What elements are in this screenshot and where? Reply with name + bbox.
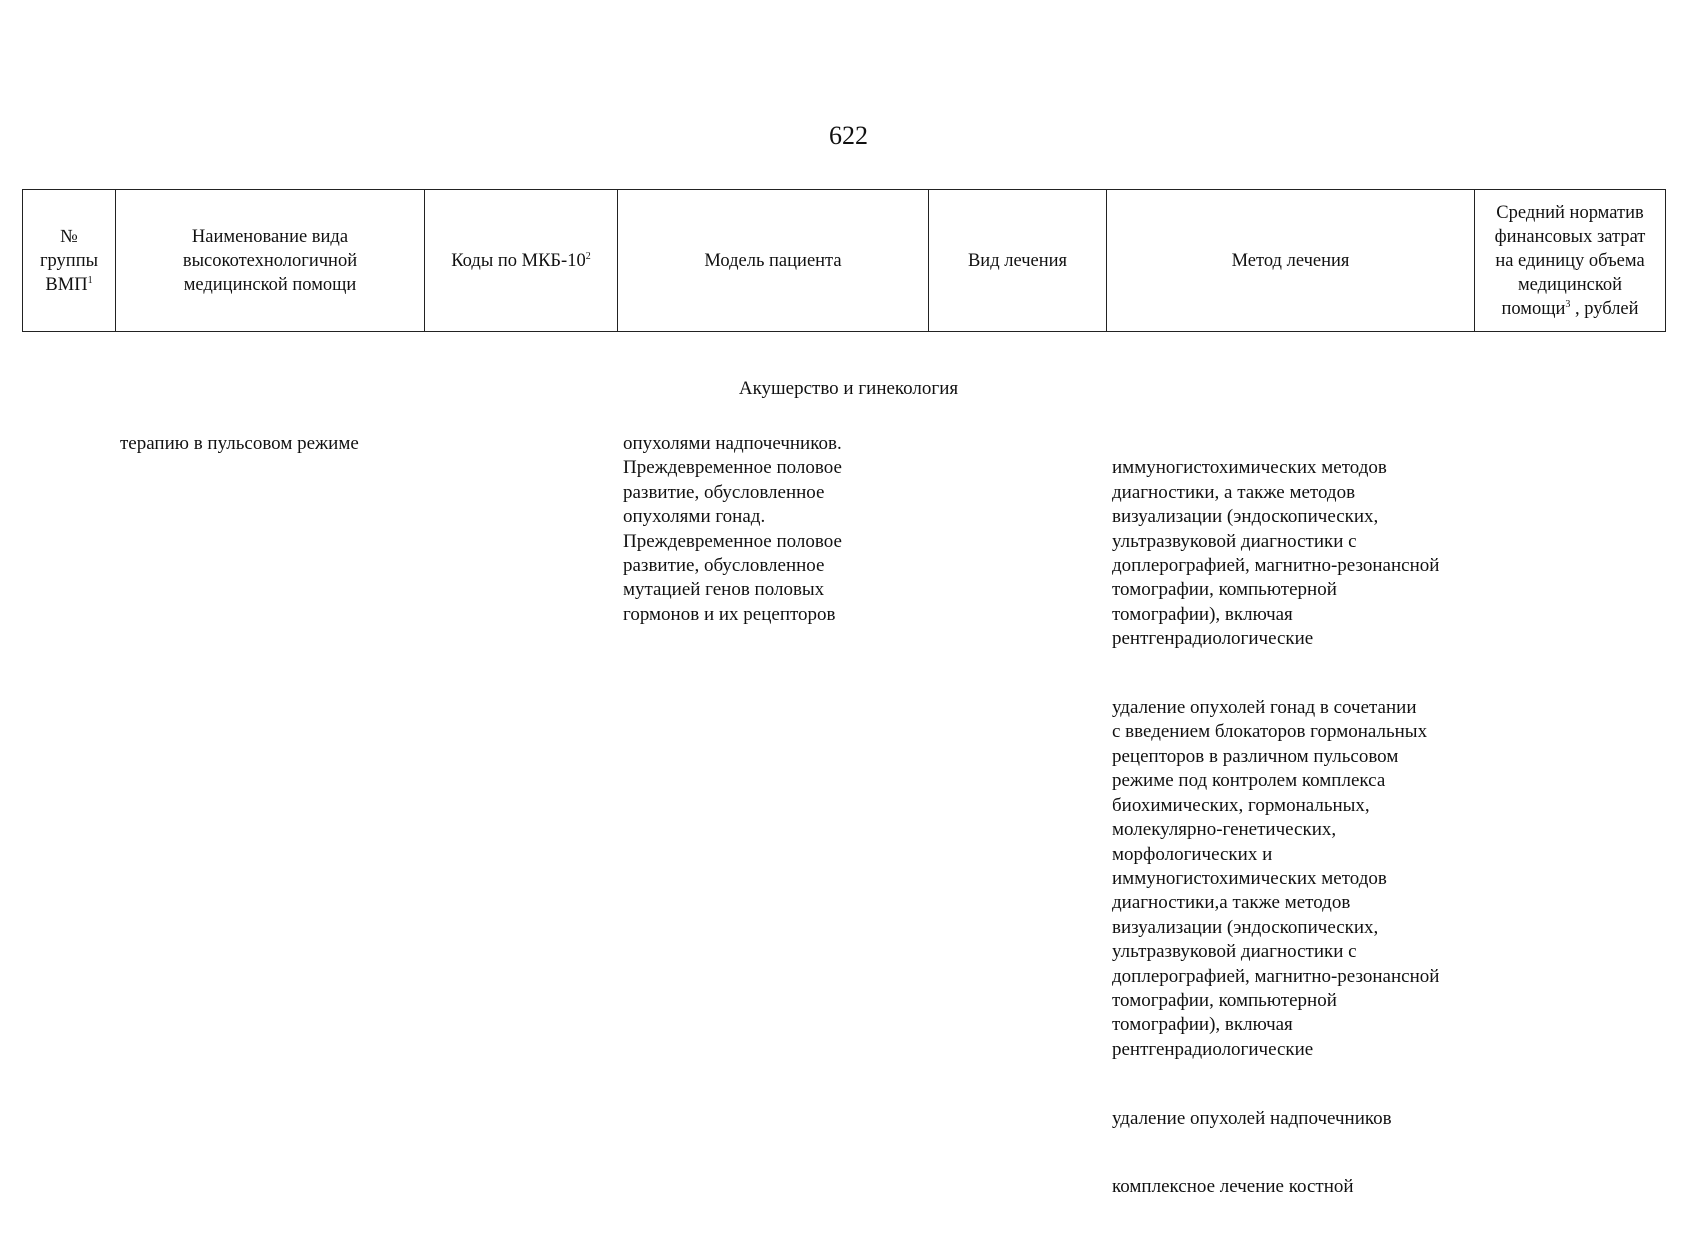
method-paragraph: удаление опухолей надпочечников [1112, 1107, 1392, 1129]
footnote-ref-1: 1 [87, 274, 93, 286]
method-paragraph: комплексное лечение костной [1112, 1176, 1354, 1198]
header-treatment-type: Вид лечения [929, 190, 1107, 332]
header-group-number [23, 190, 116, 332]
page-number: 622 [829, 121, 868, 150]
header-care-type-name: Наименование вида высокотехнологичной медицинской помощи [116, 190, 425, 332]
patient-model-text: опухолями надпочечников. Преждевременное половое развитие, обусловленное опухолями гонад. Преждевременное половое развитие, обусловленное мутацией генов половых гормонов и их рецепторов [623, 433, 842, 625]
header-cost-standard [1475, 190, 1666, 332]
header-group-number-line1: № [60, 226, 78, 247]
column-header-table [22, 189, 1666, 332]
method-paragraph: удаление опухолей гонад в сочетании с введением блокаторов гормональных рецепторов в различном пульсовом режиме под контролем комплекса биохимических, гормональных, молекулярно-генетических, морфологических и иммуногистохимических методов диагностики,а также методов визуализации (эндоскопических, ультразвуковой диагностики с доплерографией, магнитно-резонансной томографии, компьютерной томографии), включая рентгенрадиологические [1112, 697, 1440, 1060]
footnote-ref-2: 2 [585, 250, 591, 262]
header-icd-codes-label: Коды по МКБ-10 [451, 250, 586, 271]
header-icd-codes [425, 190, 618, 332]
section-title: Акушерство и гинекология [738, 378, 959, 399]
footnote-ref-3: 3 [1565, 298, 1571, 310]
header-cost-standard-label: Средний норматив финансовых затрат на единицу объема медицинской помощи [1494, 202, 1646, 319]
header-treatment-method: Метод лечения [1107, 190, 1475, 332]
treatment-methods [1112, 432, 1582, 1244]
header-patient-model: Модель пациента [618, 190, 929, 332]
header-group-number-line3: ВМП [45, 274, 88, 295]
header-cost-standard-unit: , рублей [1570, 298, 1639, 319]
header-group-number-line2: группы [39, 250, 99, 271]
method-paragraph: иммуногистохимических методов диагностики, а также методов визуализации (эндоскопических, ультразвуковой диагностики с доплерографией, магнитно-резонансной томографии, компьютерной томографии), включая рентгенрадиологические [1112, 457, 1440, 650]
care-type-text: терапию в пульсовом режиме [120, 433, 359, 454]
